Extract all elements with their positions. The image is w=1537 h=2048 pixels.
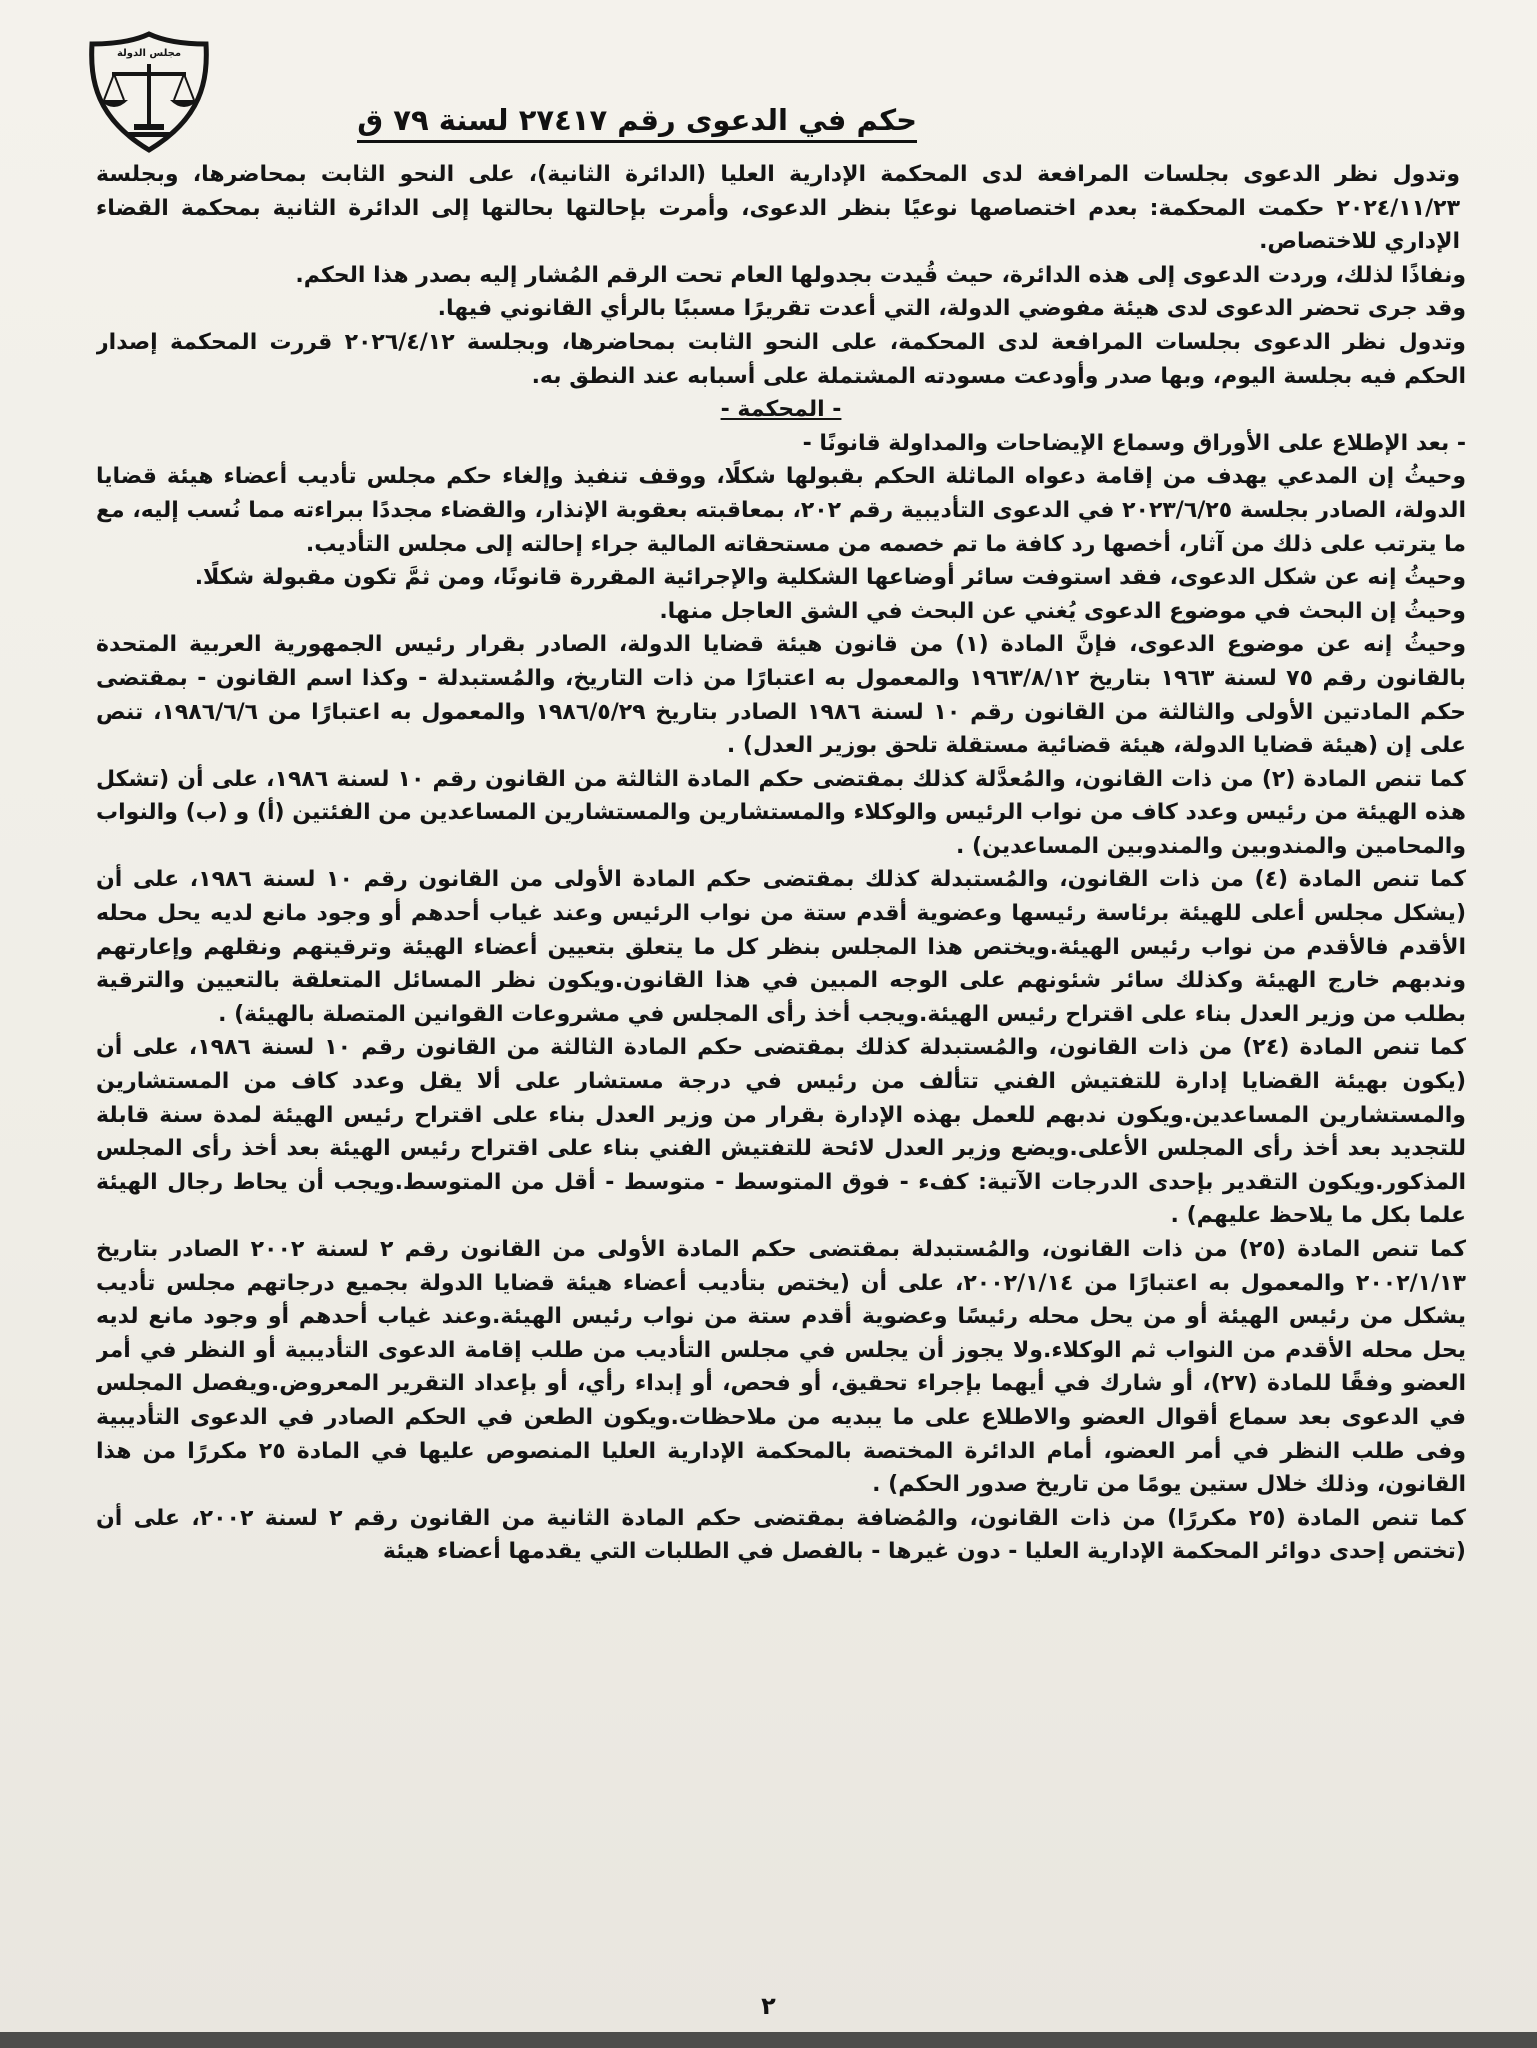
page-number: ٢ [761, 1992, 776, 2020]
paragraph: وحيثُ إنه عن شكل الدعوى، فقد استوفت سائر أوضاعها الشكلية والإجرائية المقررة قانونًا، ومن ثمَّ تكون مقبولة شكلًا. [194, 565, 1466, 591]
judgment-body [96, 158, 1466, 2003]
section-heading: - المحكمة - [720, 397, 842, 423]
logo-text: مجلس الدولة [116, 48, 182, 59]
paragraph: وتدول نظر الدعوى بجلسات المرافعة لدى المحكمة، على النحو الثابت بمحاضرها، وبجلسة ٢٠٢٦/٤/١٢ قررت المحكمة إصدار الحكم فيه بجلسة اليوم، وبها صدر وأودعت مسودته المشتملة على أسبابه عند النطق به. [96, 329, 1466, 389]
paragraph: كما تنص المادة (٢٥) من ذات القانون، والمُستبدلة بمقتضى حكم المادة الأولى من القانون رقم ٢ لسنة ٢٠٠٢ الصادر بتاريخ ٢٠٠٢/١/١٣ والمعمول به اعتبارًا من ٢٠٠٢/١/١٤، على أن (يختص بتأديب أعضاء هيئة قضايا الدولة بجميع درجاتهم مجلس تأديب يشكل من رئيس الهيئة أو من يحل محله رئيسًا وعضوية أقدم ستة من نواب رئيس الهيئة.وعند غياب أحدهم أو وجود مانع لديه يحل محله الأقدم من النواب ثم الوكلاء.ولا يجوز أن يجلس في مجلس التأديب من طلب إقامة الدعوى التأديبية أو النظر في أمر العضو وفقًا للمادة (٢٧)، أو شارك في أيهما بإجراء تحقيق، أو فحص، أو إبداء رأي، أو بإعداد التقرير المعروض.ويفصل المجلس في الدعوى بعد سماع أقوال العضو والاطلاع على ما يبديه من ملاحظات.ويكون الطعن في الحكم الصادر في الدعوى التأديبية وفى طلب النظر في أمر العضو، أمام الدائرة المختصة بالمحكمة الإدارية العليا المنصوص عليها في المادة ٢٥ مكررًا من هذا القانون، وذلك خلال ستين يومًا من تاريخ صدور الحكم) . [96, 1237, 1466, 1498]
paragraph: كما تنص المادة (٢) من ذات القانون، والمُعدَّلة كذلك بمقتضى حكم المادة الثالثة من القانون رقم ١٠ لسنة ١٩٨٦، على أن (تشكل هذه الهيئة من رئيس وعدد كاف من نواب الرئيس والوكلاء والمستشارين والمستشارين المساعدين من الفئتين (أ) و (ب) والنواب والمحامين والمندوبين والمندوبين المساعدين) . [96, 766, 1466, 859]
paragraph: كما تنص المادة (٢٥ مكررًا) من ذات القانون، والمُضافة بمقتضى حكم المادة الثانية من القانون رقم ٢ لسنة ٢٠٠٢، على أن (تختص إحدى دوائر المحكمة الإدارية العليا - دون غيرها - بالفصل في الطلبات التي يقدمها أعضاء هيئة [96, 1505, 1466, 1565]
paragraph: وحيثُ إنه عن موضوع الدعوى، فإنَّ المادة (١) من قانون هيئة قضايا الدولة، الصادر بقرار رئيس الجمهورية العربية المتحدة بالقانون رقم ٧٥ لسنة ١٩٦٣ بتاريخ ١٩٦٣/٨/١٢ والمعمول به اعتبارًا من ذات التاريخ، والمُستبدلة - وكذا اسم القانون - بمقتضى حكم المادتين الأولى والثالثة من القانون رقم ١٠ لسنة ١٩٨٦ الصادر بتاريخ ١٩٨٦/٥/٢٩ والمعمول به اعتبارًا من ١٩٨٦/٦/٦، تنص على إن (هيئة قضايا الدولة، هيئة قضائية مستقلة تلحق بوزير العدل) . [96, 632, 1466, 759]
paragraph: وتدول نظر الدعوى بجلسات المرافعة لدى المحكمة الإدارية العليا (الدائرة الثانية)، على النحو الثابت بمحاضرها، وبجلسة ٢٠٢٤/١١/٢٣ حكمت المحكمة: بعدم اختصاصها نوعيًا بنظر الدعوى، وأمرت بإحالتها بحالتها إلى الدائرة الثانية بمحكمة القضاء الإداري للاختصاص. [96, 162, 1460, 255]
section-subheading: - بعد الإطلاع على الأوراق وسماع الإيضاحات والمداولة قانونًا - [802, 430, 1466, 456]
scan-bottom-edge [0, 2032, 1537, 2048]
paragraph: وحيثُ إن المدعي يهدف من إقامة دعواه الماثلة الحكم بقبولها شكلًا، ووقف تنفيذ وإلغاء حكم مجلس تأديب أعضاء هيئة قضايا الدولة، الصادر بجلسة ٢٠٢٣/٦/٢٥ في الدعوى التأديبية رقم ٢٠٢، بمعاقبته بعقوبة الإنذار، والقضاء مجددًا ببراءته مما نُسب إليه، مع ما يترتب على ذلك من آثار، أخصها رد كافة ما تم خصمه من مستحقاته المالية جراء إحالته إلى مجلس التأديب. [96, 464, 1466, 557]
paragraph: ونفاذًا لذلك، وردت الدعوى إلى هذه الدائرة، حيث قُيدت بجدولها العام تحت الرقم المُشار إليه بصدر هذا الحكم. [295, 262, 1466, 288]
scales-of-justice-logo [84, 28, 214, 156]
case-title: حكم في الدعوى رقم ٢٧٤١٧ لسنة ٧٩ ق [357, 100, 917, 143]
paragraph: كما تنص المادة (٢٤) من ذات القانون، والمُستبدلة كذلك بمقتضى حكم المادة الثالثة من القانون رقم ١٠ لسنة ١٩٨٦، على أن (يكون بهيئة القضايا إدارة للتفتيش الفني تتألف من رئيس في درجة مستشار على ألا يقل وعدد كاف من المستشارين والمستشارين المساعدين.ويكون ندبهم للعمل بهذه الإدارة بقرار من وزير العدل بناء على اقتراح رئيس الهيئة لمدة سنة قابلة للتجديد بعد أخذ رأى المجلس الأعلى.ويضع وزير العدل لائحة للتفتيش الفني بناء على اقتراح رئيس الهيئة بعد أخذ رأى المجلس المذكور.ويكون التقدير بإحدى الدرجات الآتية: كفء - فوق المتوسط - متوسط - أقل من المتوسط.ويجب أن يحاط رجال الهيئة علما بكل ما يلاحظ عليهم) . [96, 1035, 1466, 1229]
paragraph: وقد جرى تحضر الدعوى لدى هيئة مفوضي الدولة، التي أعدت تقريرًا مسببًا بالرأي القانوني فيها. [437, 296, 1466, 322]
paragraph: كما تنص المادة (٤) من ذات القانون، والمُستبدلة كذلك بمقتضى حكم المادة الأولى من القانون رقم ١٠ لسنة ١٩٨٦، على أن (يشكل مجلس أعلى للهيئة برئاسة رئيسها وعضوية أقدم ستة من نواب الرئيس وعند غياب أحدهم أو وجود مانع لديه يحل محله الأقدم فالأقدم من نواب رئيس الهيئة.ويختص هذا المجلس بنظر كل ما يتعلق بتعيين أعضاء الهيئة وترقيتهم ونقلهم وإعارتهم وندبهم خارج الهيئة وكذلك سائر شئونهم على الوجه المبين في هذا القانون.ويكون نظر المسائل المتعلقة بالتعيين والترقية بطلب من وزير العدل بناء على اقتراح رئيس الهيئة.ويجب أخذ رأى المجلس في مشروعات القوانين المتصلة بالهيئة) . [96, 867, 1466, 1027]
paragraph: وحيثُ إن البحث في موضوع الدعوى يُغني عن البحث في الشق العاجل منها. [659, 598, 1466, 624]
